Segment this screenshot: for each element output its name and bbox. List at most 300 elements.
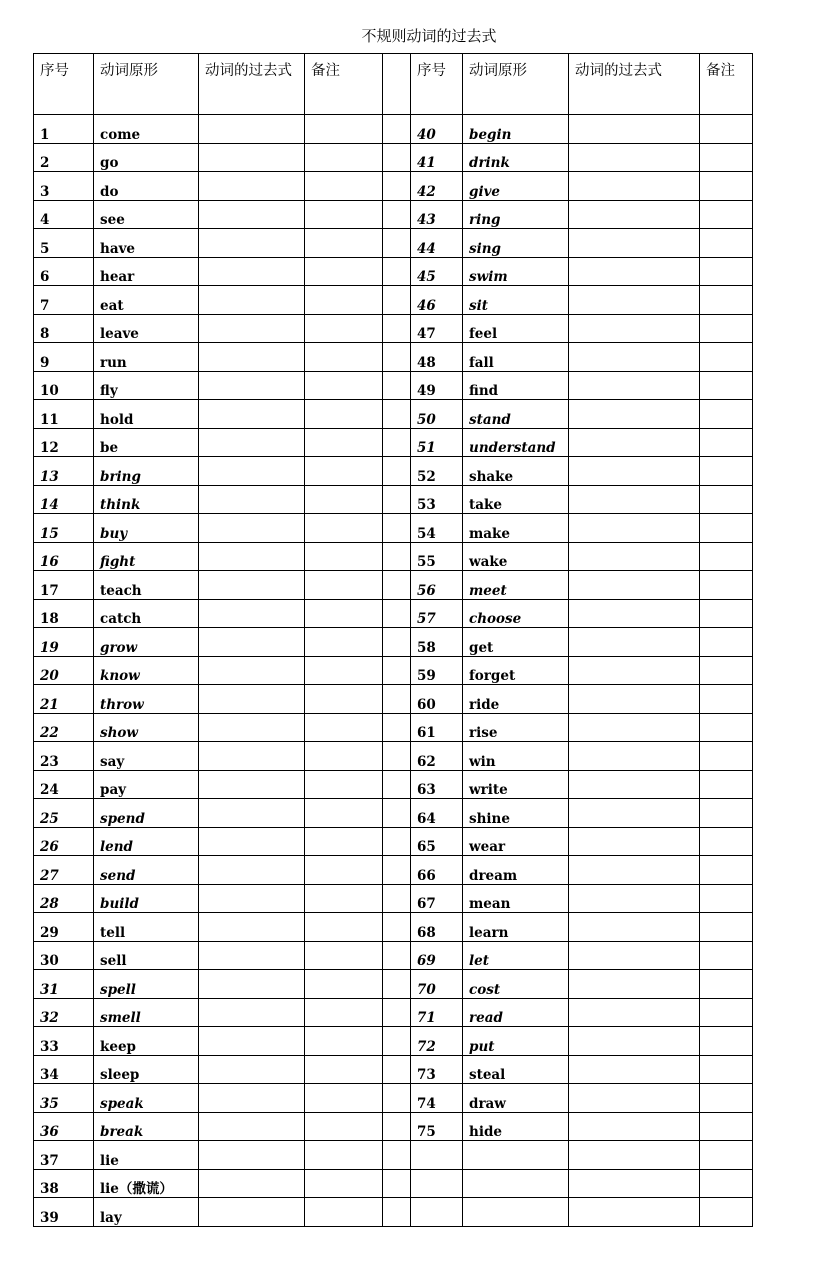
right-verb: steal xyxy=(463,1055,569,1084)
left-note-cell xyxy=(305,913,383,942)
right-note-cell xyxy=(700,115,753,144)
spacer-cell xyxy=(383,827,411,856)
left-note-cell xyxy=(305,1169,383,1198)
spacer-cell xyxy=(383,770,411,799)
left-past-tense-cell xyxy=(199,1141,305,1170)
left-past-tense-cell xyxy=(199,941,305,970)
table-row xyxy=(34,571,753,600)
left-number: 10 xyxy=(34,371,94,400)
header-right-verb: 动词原形 xyxy=(463,54,569,115)
right-past-tense-cell xyxy=(569,1112,700,1141)
right-verb: give xyxy=(463,172,569,201)
left-past-tense-cell xyxy=(199,998,305,1027)
left-number: 32 xyxy=(34,998,94,1027)
left-note-cell xyxy=(305,770,383,799)
left-number: 27 xyxy=(34,856,94,885)
right-past-tense-cell xyxy=(569,1169,700,1198)
table-row xyxy=(34,542,753,571)
right-number: 48 xyxy=(411,343,463,372)
right-note-cell xyxy=(700,1141,753,1170)
left-past-tense-cell xyxy=(199,628,305,657)
left-note-cell xyxy=(305,314,383,343)
left-past-tense-cell xyxy=(199,856,305,885)
left-verb: hear xyxy=(94,257,199,286)
table-row xyxy=(34,1084,753,1113)
left-number: 25 xyxy=(34,799,94,828)
left-verb: fight xyxy=(94,542,199,571)
left-past-tense-cell xyxy=(199,742,305,771)
right-note-cell xyxy=(700,257,753,286)
left-past-tense-cell xyxy=(199,143,305,172)
left-note-cell xyxy=(305,685,383,714)
right-number: 69 xyxy=(411,941,463,970)
left-verb: spell xyxy=(94,970,199,999)
right-note-cell xyxy=(700,571,753,600)
right-note-cell xyxy=(700,1027,753,1056)
left-note-cell xyxy=(305,1027,383,1056)
left-note-cell xyxy=(305,371,383,400)
left-verb: fly xyxy=(94,371,199,400)
table-row xyxy=(34,400,753,429)
left-past-tense-cell xyxy=(199,1084,305,1113)
right-verb: dream xyxy=(463,856,569,885)
header-right-no: 序号 xyxy=(411,54,463,115)
right-past-tense-cell xyxy=(569,400,700,429)
spacer-cell xyxy=(383,685,411,714)
table-row xyxy=(34,1141,753,1170)
spacer-cell xyxy=(383,998,411,1027)
right-past-tense-cell xyxy=(569,1055,700,1084)
spacer-cell xyxy=(383,1027,411,1056)
left-number: 39 xyxy=(34,1198,94,1227)
right-number: 58 xyxy=(411,628,463,657)
header-spacer xyxy=(383,54,411,115)
right-note-cell xyxy=(700,428,753,457)
right-number: 65 xyxy=(411,827,463,856)
right-past-tense-cell xyxy=(569,856,700,885)
right-verb: wake xyxy=(463,542,569,571)
left-number: 30 xyxy=(34,941,94,970)
spacer-cell xyxy=(383,343,411,372)
right-note-cell xyxy=(700,485,753,514)
left-verb: grow xyxy=(94,628,199,657)
right-past-tense-cell xyxy=(569,343,700,372)
right-past-tense-cell xyxy=(569,799,700,828)
spacer-cell xyxy=(383,485,411,514)
right-note-cell xyxy=(700,143,753,172)
right-past-tense-cell xyxy=(569,542,700,571)
right-past-tense-cell xyxy=(569,970,700,999)
left-number: 6 xyxy=(34,257,94,286)
left-past-tense-cell xyxy=(199,172,305,201)
right-note-cell xyxy=(700,656,753,685)
right-verb: meet xyxy=(463,571,569,600)
right-verb: fall xyxy=(463,343,569,372)
left-note-cell xyxy=(305,1198,383,1227)
right-past-tense-cell xyxy=(569,115,700,144)
right-verb: hide xyxy=(463,1112,569,1141)
left-past-tense-cell xyxy=(199,457,305,486)
left-number: 14 xyxy=(34,485,94,514)
left-past-tense-cell xyxy=(199,1198,305,1227)
left-verb: smell xyxy=(94,998,199,1027)
left-number: 16 xyxy=(34,542,94,571)
left-number: 3 xyxy=(34,172,94,201)
table-row xyxy=(34,884,753,913)
table-row xyxy=(34,514,753,543)
left-past-tense-cell xyxy=(199,257,305,286)
right-number: 42 xyxy=(411,172,463,201)
left-verb: run xyxy=(94,343,199,372)
left-number: 12 xyxy=(34,428,94,457)
table-row xyxy=(34,970,753,999)
left-past-tense-cell xyxy=(199,1112,305,1141)
right-number: 46 xyxy=(411,286,463,315)
right-past-tense-cell xyxy=(569,998,700,1027)
spacer-cell xyxy=(383,115,411,144)
right-past-tense-cell xyxy=(569,913,700,942)
table-row xyxy=(34,115,753,144)
spacer-cell xyxy=(383,884,411,913)
right-verb: drink xyxy=(463,143,569,172)
right-verb: sing xyxy=(463,229,569,258)
spacer-cell xyxy=(383,1141,411,1170)
left-verb: see xyxy=(94,200,199,229)
left-past-tense-cell xyxy=(199,514,305,543)
left-verb: hold xyxy=(94,400,199,429)
right-note-cell xyxy=(700,713,753,742)
right-past-tense-cell xyxy=(569,599,700,628)
right-note-cell xyxy=(700,371,753,400)
spacer-cell xyxy=(383,1112,411,1141)
spacer-cell xyxy=(383,628,411,657)
right-verb: learn xyxy=(463,913,569,942)
right-past-tense-cell xyxy=(569,628,700,657)
table-row xyxy=(34,713,753,742)
spacer-cell xyxy=(383,941,411,970)
left-verb: speak xyxy=(94,1084,199,1113)
table-row xyxy=(34,599,753,628)
right-past-tense-cell xyxy=(569,428,700,457)
left-note-cell xyxy=(305,827,383,856)
left-number: 7 xyxy=(34,286,94,315)
table-row xyxy=(34,998,753,1027)
right-note-cell xyxy=(700,286,753,315)
left-note-cell xyxy=(305,713,383,742)
right-past-tense-cell xyxy=(569,770,700,799)
right-verb: rise xyxy=(463,713,569,742)
right-note-cell xyxy=(700,827,753,856)
spacer-cell xyxy=(383,599,411,628)
left-past-tense-cell xyxy=(199,400,305,429)
right-number: 49 xyxy=(411,371,463,400)
right-past-tense-cell xyxy=(569,827,700,856)
right-note-cell xyxy=(700,913,753,942)
left-past-tense-cell xyxy=(199,913,305,942)
left-past-tense-cell xyxy=(199,286,305,315)
table-row xyxy=(34,1112,753,1141)
right-note-cell xyxy=(700,998,753,1027)
right-note-cell xyxy=(700,685,753,714)
left-note-cell xyxy=(305,542,383,571)
left-verb: lay xyxy=(94,1198,199,1227)
left-past-tense-cell xyxy=(199,685,305,714)
left-note-cell xyxy=(305,1141,383,1170)
left-verb: show xyxy=(94,713,199,742)
left-note-cell xyxy=(305,1084,383,1113)
right-verb: write xyxy=(463,770,569,799)
right-number: 55 xyxy=(411,542,463,571)
table-row xyxy=(34,685,753,714)
left-number: 15 xyxy=(34,514,94,543)
left-verb: have xyxy=(94,229,199,258)
right-past-tense-cell xyxy=(569,1141,700,1170)
left-number: 17 xyxy=(34,571,94,600)
right-verb: read xyxy=(463,998,569,1027)
left-number: 9 xyxy=(34,343,94,372)
left-number: 29 xyxy=(34,913,94,942)
right-verb: ride xyxy=(463,685,569,714)
right-note-cell xyxy=(700,856,753,885)
table-row xyxy=(34,229,753,258)
right-past-tense-cell xyxy=(569,314,700,343)
right-verb: choose xyxy=(463,599,569,628)
right-past-tense-cell xyxy=(569,143,700,172)
table-row xyxy=(34,1055,753,1084)
right-verb: make xyxy=(463,514,569,543)
left-note-cell xyxy=(305,200,383,229)
right-past-tense-cell xyxy=(569,229,700,258)
left-note-cell xyxy=(305,457,383,486)
left-number: 31 xyxy=(34,970,94,999)
left-verb: teach xyxy=(94,571,199,600)
right-past-tense-cell xyxy=(569,571,700,600)
right-number: 73 xyxy=(411,1055,463,1084)
left-number: 34 xyxy=(34,1055,94,1084)
right-note-cell xyxy=(700,884,753,913)
left-past-tense-cell xyxy=(199,884,305,913)
right-note-cell xyxy=(700,770,753,799)
spacer-cell xyxy=(383,913,411,942)
left-past-tense-cell xyxy=(199,1169,305,1198)
left-verb: pay xyxy=(94,770,199,799)
right-note-cell xyxy=(700,1084,753,1113)
table-row xyxy=(34,742,753,771)
spacer-cell xyxy=(383,742,411,771)
left-verb: be xyxy=(94,428,199,457)
right-number: 60 xyxy=(411,685,463,714)
left-verb: break xyxy=(94,1112,199,1141)
right-number: 43 xyxy=(411,200,463,229)
right-number: 40 xyxy=(411,115,463,144)
right-verb: win xyxy=(463,742,569,771)
right-verb: draw xyxy=(463,1084,569,1113)
right-number xyxy=(411,1169,463,1198)
left-verb: sleep xyxy=(94,1055,199,1084)
left-past-tense-cell xyxy=(199,371,305,400)
right-note-cell xyxy=(700,314,753,343)
table-row xyxy=(34,200,753,229)
left-number: 38 xyxy=(34,1169,94,1198)
right-note-cell xyxy=(700,628,753,657)
right-number: 63 xyxy=(411,770,463,799)
right-note-cell xyxy=(700,1112,753,1141)
table-row xyxy=(34,143,753,172)
right-number: 52 xyxy=(411,457,463,486)
left-number: 2 xyxy=(34,143,94,172)
header-left-no: 序号 xyxy=(34,54,94,115)
left-number: 1 xyxy=(34,115,94,144)
right-number: 67 xyxy=(411,884,463,913)
right-number xyxy=(411,1198,463,1227)
right-number xyxy=(411,1141,463,1170)
right-number: 56 xyxy=(411,571,463,600)
right-verb: find xyxy=(463,371,569,400)
right-verb: put xyxy=(463,1027,569,1056)
spacer-cell xyxy=(383,257,411,286)
left-verb: lend xyxy=(94,827,199,856)
left-past-tense-cell xyxy=(199,770,305,799)
right-past-tense-cell xyxy=(569,286,700,315)
left-verb: lie（撒谎） xyxy=(94,1169,199,1198)
left-verb: send xyxy=(94,856,199,885)
left-verb: leave xyxy=(94,314,199,343)
right-verb: feel xyxy=(463,314,569,343)
left-past-tense-cell xyxy=(199,799,305,828)
table-row xyxy=(34,172,753,201)
right-note-cell xyxy=(700,229,753,258)
right-note-cell xyxy=(700,514,753,543)
left-number: 23 xyxy=(34,742,94,771)
left-number: 22 xyxy=(34,713,94,742)
left-note-cell xyxy=(305,514,383,543)
spacer-cell xyxy=(383,200,411,229)
spacer-cell xyxy=(383,856,411,885)
left-past-tense-cell xyxy=(199,970,305,999)
right-number: 47 xyxy=(411,314,463,343)
right-verb: take xyxy=(463,485,569,514)
left-number: 35 xyxy=(34,1084,94,1113)
right-note-cell xyxy=(700,599,753,628)
table-row xyxy=(34,257,753,286)
right-verb: swim xyxy=(463,257,569,286)
right-verb xyxy=(463,1169,569,1198)
spacer-cell xyxy=(383,571,411,600)
left-verb: do xyxy=(94,172,199,201)
right-number: 62 xyxy=(411,742,463,771)
table-row xyxy=(34,314,753,343)
table-row xyxy=(34,428,753,457)
left-past-tense-cell xyxy=(199,115,305,144)
right-number: 51 xyxy=(411,428,463,457)
left-number: 5 xyxy=(34,229,94,258)
left-past-tense-cell xyxy=(199,1055,305,1084)
right-number: 71 xyxy=(411,998,463,1027)
right-number: 66 xyxy=(411,856,463,885)
right-note-cell xyxy=(700,457,753,486)
left-verb: go xyxy=(94,143,199,172)
right-verb: ring xyxy=(463,200,569,229)
spacer-cell xyxy=(383,286,411,315)
table-row xyxy=(34,913,753,942)
left-note-cell xyxy=(305,343,383,372)
right-verb xyxy=(463,1141,569,1170)
spacer-cell xyxy=(383,428,411,457)
left-number: 13 xyxy=(34,457,94,486)
table-row xyxy=(34,457,753,486)
left-verb: bring xyxy=(94,457,199,486)
header-right-past: 动词的过去式 xyxy=(569,54,700,115)
spacer-cell xyxy=(383,143,411,172)
right-note-cell xyxy=(700,970,753,999)
right-note-cell xyxy=(700,1169,753,1198)
header-row xyxy=(34,54,753,115)
left-note-cell xyxy=(305,1055,383,1084)
spacer-cell xyxy=(383,371,411,400)
left-note-cell xyxy=(305,172,383,201)
left-verb: catch xyxy=(94,599,199,628)
left-past-tense-cell xyxy=(199,599,305,628)
left-note-cell xyxy=(305,941,383,970)
table-row xyxy=(34,371,753,400)
right-past-tense-cell xyxy=(569,200,700,229)
left-verb: think xyxy=(94,485,199,514)
right-note-cell xyxy=(700,200,753,229)
left-past-tense-cell xyxy=(199,229,305,258)
spacer-cell xyxy=(383,457,411,486)
right-past-tense-cell xyxy=(569,514,700,543)
left-number: 4 xyxy=(34,200,94,229)
right-number: 45 xyxy=(411,257,463,286)
right-number: 50 xyxy=(411,400,463,429)
left-number: 37 xyxy=(34,1141,94,1170)
right-verb: begin xyxy=(463,115,569,144)
left-number: 19 xyxy=(34,628,94,657)
spacer-cell xyxy=(383,1084,411,1113)
verb-table xyxy=(33,53,753,1227)
spacer-cell xyxy=(383,1198,411,1227)
table-row xyxy=(34,485,753,514)
left-number: 26 xyxy=(34,827,94,856)
spacer-cell xyxy=(383,1169,411,1198)
left-note-cell xyxy=(305,1112,383,1141)
left-number: 8 xyxy=(34,314,94,343)
left-note-cell xyxy=(305,143,383,172)
right-verb: mean xyxy=(463,884,569,913)
right-verb: sit xyxy=(463,286,569,315)
right-past-tense-cell xyxy=(569,1198,700,1227)
right-past-tense-cell xyxy=(569,713,700,742)
left-past-tense-cell xyxy=(199,314,305,343)
left-note-cell xyxy=(305,571,383,600)
right-past-tense-cell xyxy=(569,457,700,486)
spacer-cell xyxy=(383,514,411,543)
left-verb: keep xyxy=(94,1027,199,1056)
header-left-past: 动词的过去式 xyxy=(199,54,305,115)
table-row xyxy=(34,1027,753,1056)
table-row xyxy=(34,286,753,315)
right-note-cell xyxy=(700,172,753,201)
table-row xyxy=(34,941,753,970)
left-verb: lie xyxy=(94,1141,199,1170)
table-row xyxy=(34,343,753,372)
left-verb: build xyxy=(94,884,199,913)
left-past-tense-cell xyxy=(199,1027,305,1056)
left-note-cell xyxy=(305,884,383,913)
right-note-cell xyxy=(700,400,753,429)
left-note-cell xyxy=(305,856,383,885)
left-note-cell xyxy=(305,599,383,628)
